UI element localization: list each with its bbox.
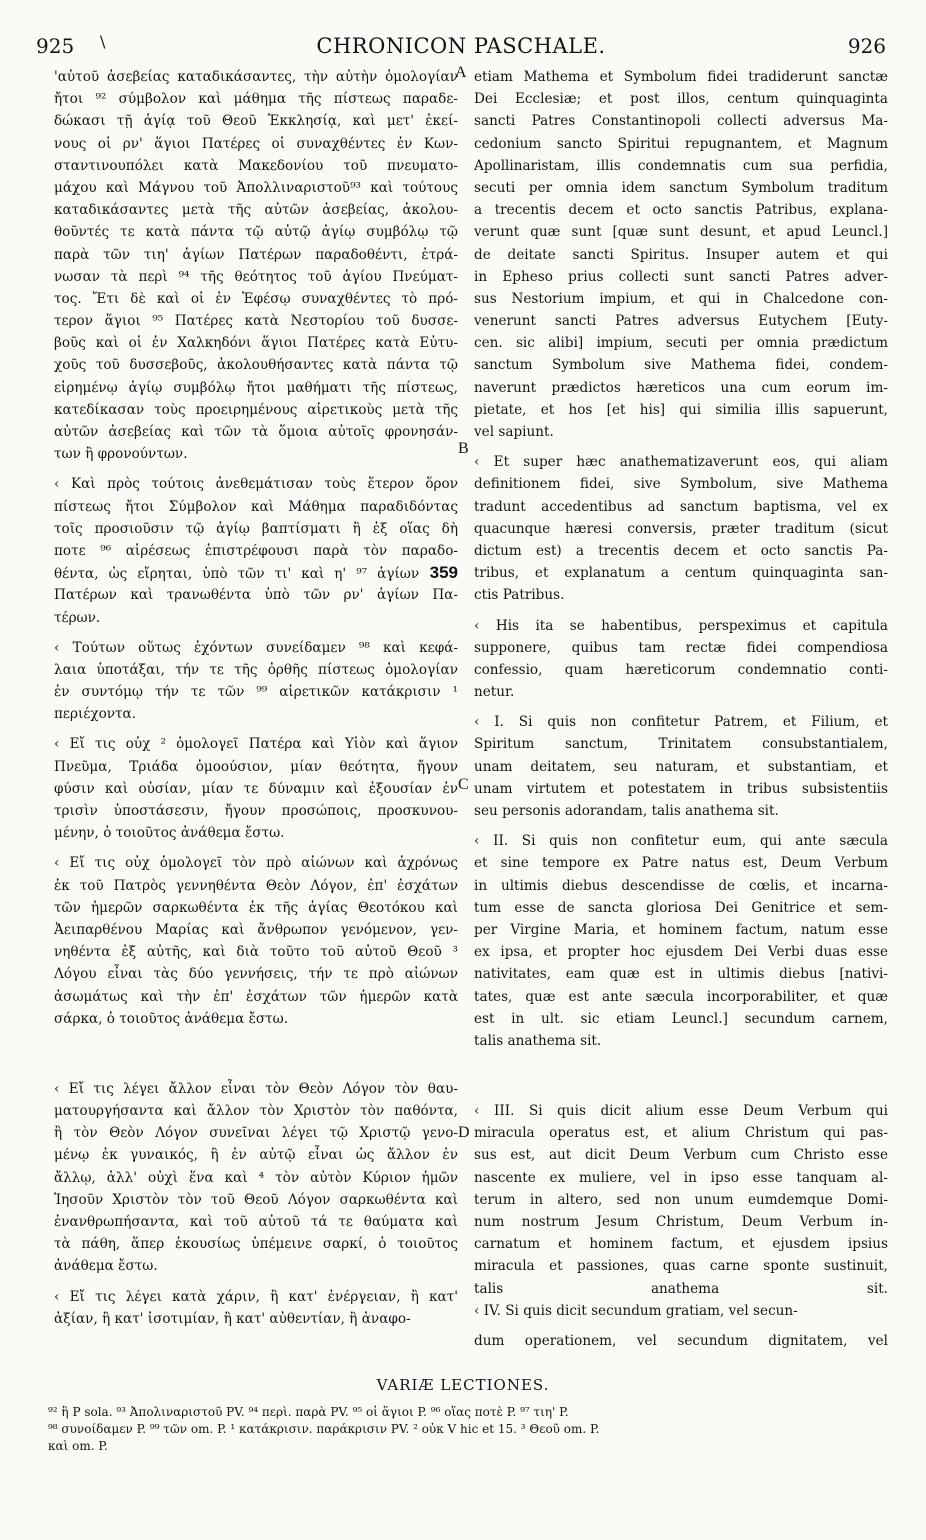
text-line: ‹ Εἴ τις λέγει ἄλλον εἶναι τὸν Θεὸν Λόγον τὸν θαυ- [54,1080,458,1097]
margin-letter-a: A [455,64,467,81]
text-line: ex ipsa, et propter hoc ejusdem Dei Verbi duas esse [474,944,888,961]
text-line: καταδικάσαντες μετὰ τῆς αὐτῶν ἀσεβείας, ἀκολου- [54,202,458,219]
text-line: naverunt prædictos hæreticos una cum eorum im- [474,379,888,396]
text-line: tradunt accedentibus ad sanctum baptisma, vel ex [474,498,888,515]
text-line: secuti per omnia idem sanctum Symbolum traditum [474,179,888,196]
text-line: miracula et passiones, quas carne sponte sustinuit, [474,1258,888,1275]
text-line: τρισὶν ὑποστάσεσιν, ἤγουν προσώποις, προσκυνου- [54,803,458,819]
text-line: θοῦντές τε κατὰ πάντα τῷ αὐτῷ ἁγίῳ συμβόλῳ τῷ [54,224,458,241]
text-line: in Epheso prius collecti sunt sancti Patres adver- [474,268,888,285]
text-line: pietate, et hos [et his] qui similia illis sapuerunt, [474,401,888,418]
text-line: verunt quæ sunt [quæ sunt desunt, et apud Leuncl.] [474,224,888,241]
text-line: per Virgine Maria, et hominem factum, natum esse [474,921,888,938]
text-line: ‹ IV. Si quis dicit secundum gratiam, vel secun- [474,1302,798,1319]
text-line: quacunque hæresi conversis, præter traditum (sicut [474,520,888,537]
text-line: τος. Ἔτι δὲ καὶ οἱ ἐν Ἐφέσῳ συναχθέντες τὸ πρό- [54,290,458,307]
text-line: αὐτῶν ἀσεβείας καὶ τῶν τὰ ὅμοια αὐτοῖς φρονησάν- [54,424,458,440]
text-line: νωσαν τὰ περὶ ⁹⁴ τῆς θεότητος τοῦ ἁγίου Πνεύματ- [54,268,458,285]
text-line: 'αὐτοῦ ἀσεβείας καταδικάσαντες, τὴν αὐτὴν ὁμολογίαν [54,69,458,85]
text-line: θέντα, ὡς εἴρηται, ὑπὸ τῶν τι' καὶ η' ⁹⁷ ἁγίων 359 [54,563,458,583]
text-line: Πατέρων καὶ τρανωθέντα ὑπὸ τῶν ρν' ἁγίων Πα- [54,587,458,604]
text-line: in ultimis diebus descendisse de cœlis, et incarna- [474,877,888,894]
text-line: ματουργήσαντα καὶ ἄλλον τὸν Χριστὸν τὸν παθόντα, [54,1103,458,1120]
running-header [36,34,886,64]
text-line: παρὰ τῶν τιη' ἁγίων Πατέρων παραδοθέντι, ἐτρά- [54,246,458,263]
text-line: Spiritum sanctum, Trinitatem consubstantialem, [474,736,888,753]
text-line: τῶν ἡμερῶν σαρκωθέντα ἐκ τῆς ἁγίας Θεοτόκου καὶ [54,899,458,916]
text-line: ‹ Καὶ πρὸς τούτοις ἀνεθεμάτισαν τοὺς ἕτερον ὅρον [54,476,458,493]
text-line: ἐκ τοῦ Πατρὸς γεννηθέντα Θεὸν Λόγον, ἐπ' ἐσχάτων [54,877,458,894]
text-line: ἤτοι ⁹² σύμβολον καὶ μάθημα τῆς πίστεως παραδε- [54,91,458,108]
header-mark: \ [100,32,106,51]
page-number-right: 926 [847,34,886,58]
text-line: πίστεως ἤτοι Σύμβολον καὶ Μάθημα παραδιδόντας [54,498,458,515]
text-line: ctis Patribus. [474,587,565,604]
text-line: unam deitatem, seu naturam, et substantiam, et [474,758,888,775]
text-line: venerunt sancti Patres adversus Eutychem [Euty- [474,313,888,330]
text-line: terum in altero, sed non unum eumdemque Domi- [474,1191,888,1208]
text-line: ‹ III. Si quis dicit alium esse Deum Verbum qui [474,1103,888,1120]
text-line: τέρων. [54,609,101,626]
latin-column [474,66,888,1352]
text-line: λαια ὑποτάξαι, τήν τε τῆς ὀρθῆς πίστεως ὁμολογίαν [54,661,458,678]
text-line: τερον ἅγιοι ⁹⁵ Πατέρες κατὰ Νεστορίου τοῦ δυσσε- [54,313,458,330]
text-line: σάρκα, ὁ τοιοῦτος ἀνάθεμα ἔστω. [54,1010,289,1027]
text-line: τοῖς προσιοῦσιν τῷ ἁγίῳ βαπτίσματι ἢ ἐξ οἵας δὴ [54,520,458,537]
inline-page-number: 359 [419,563,458,583]
text-line: tates, quæ est ante sæcula incorporabiliter, et quæ [474,988,888,1005]
text-line: νους οἱ ρν' ἅγιοι Πατέρες οἱ συναχθέντες ἐν Κων- [54,135,458,152]
text-line: talis anathema sit. [474,1032,602,1049]
text-line: num nostrum Jesum Christum, Deum Verbum in- [474,1214,888,1230]
text-line: βοῦς καὶ οἱ ἐν Χαλκηδόνι ἅγιοι Πατέρες κατὰ Εὐτυ- [54,335,458,352]
text-line: ἄλλῳ, ἀλλ' οὐχὶ ἕνα καὶ ⁴ τὸν αὐτὸν Κύριον ἡμῶν [54,1169,458,1186]
text-line: nativitates, eam quæ est in ultimis diebus [nativi- [474,966,888,983]
text-line: ἀσωμάτως καὶ τὴν ἐπ' ἐσχάτων τῶν ἡμερῶν κατὰ [54,988,458,1005]
text-line: a trecentis decem et octo sanctis Patribus, explana- [474,202,888,219]
text-line: sus Nestorium impium, et qui in Chalcedone con- [474,290,888,307]
text-line: nascente ex muliere, vel in ipso esse tanquam al- [474,1169,888,1186]
text-line: confessio, quam hæreticorum condemnatio conti- [474,661,888,678]
variae-lectiones-title: VARIÆ LECTIONES. [376,1376,550,1394]
text-line: Apollinaristam, illis condemnatis cum sua perfidia, [474,157,888,174]
text-line: tum esse de sancta gloriosa Dei Genitrice et sem- [474,899,888,916]
margin-letter-d: D [458,1124,470,1141]
footnote-line: ⁹⁸ συνοίδαμεν P. ⁹⁹ τῶν om. P. ¹ κατάκρισιν. παράκρισιν PV. ² οὐκ V hic et 15. ³ Θεοῦ om. P. [48,1422,600,1436]
text-line: ἐν συντόμῳ τήν τε τῶν ⁹⁹ αἱρετικῶν κατάκρισιν ¹ [54,684,458,701]
text-line: de deitate sancti Spiritus. Insuper autem et qui [474,246,888,263]
text-line: περιέχοντα. [54,706,137,723]
text-line: netur. [474,684,515,701]
text-line: Πνεῦμα, Τριάδα ὁμοούσιον, μίαν θεότητα, ἤγουν [54,758,458,775]
text-line: φύσιν καὶ οὐσίαν, μίαν τε δύναμιν καὶ ἐξουσίαν ἐν [54,780,458,797]
text-line: ‹ I. Si quis non confitetur Patrem, et Filium, et [474,714,888,731]
page-number-left: 925 [36,34,75,58]
text-line: ‹ Et super hæc anathematizaverunt eos, qui aliam [474,454,888,471]
text-line: εἰρημένῳ ἁγίῳ συμβόλῳ ἤτοι μαθήματι τῆς πίστεως, [54,379,458,396]
running-title: CHRONICON PASCHALE. [316,34,606,58]
text-line: κατεδίκασαν τοὺς προειρημένους αἱρετικοὺς μετὰ τῆς [54,401,458,418]
text-line: est in ult. sic etiam Leuncl.] secundum carnem, [474,1010,888,1027]
text-line: talis anathema sit. [474,1280,888,1297]
text-line: ἐνανθρωπήσαντα, καὶ τοῦ αὐτοῦ τά τε θαύματα καὶ [54,1214,458,1230]
footnote-line: ⁹² ἢ P sola. ⁹³ Ἀπολιναριστοῦ PV. ⁹⁴ περὶ. παρὰ PV. ⁹⁵ οἱ ἅγιοι P. ⁹⁶ οἵας ποτὲ P. ⁹⁷ τιη' P. [48,1405,569,1419]
text-line: definitionem fidei, sive Symbolum, sive Mathema [474,476,888,493]
text-line: ‹ Τούτων οὕτως ἐχόντων συνείδαμεν ⁹⁸ καὶ κεφά- [54,639,458,656]
text-line: νηθέντα ἐξ αὐτῆς, καὶ διὰ τοῦτο τοῦ αὐτοῦ Θεοῦ ³ [54,944,458,961]
text-line: Dei Ecclesiæ; et post illos, centum quinquaginta [474,91,888,108]
text-line: ποτε ⁹⁶ αἱρέσεως ἐπιστρέφουσι παρὰ τὸν παραδο- [54,542,458,559]
text-line: tribus, et explanatum a centum quinquaginta san- [474,565,888,582]
text-line: τὰ πάθη, ἅπερ ἑκουσίως ὑπέμεινε σαρκί, ὁ τοιοῦτος [54,1236,458,1253]
text-line: ‹ Εἴ τις οὐχ ² ὁμολογεῖ Πατέρα καὶ Υἱὸν καὶ ἅγιον [54,736,458,753]
text-line: σταντινουπόλει κατὰ Μακεδονίου τοῦ πνευματο- [54,157,458,174]
text-line: Λόγου εἶναι τὰς δύο γεννήσεις, τήν τε πρὸ αἰώνων [54,966,458,983]
text-line: sus est, aut dicit Deum Verbum cum Christo esse [474,1147,888,1164]
text-line: μένην, ὁ τοιοῦτος ἀνάθεμα ἔστω. [54,825,285,842]
text-line: δώκασι τῇ ἁγίᾳ τοῦ Θεοῦ Ἐκκλησίᾳ, καὶ μετ' ἐκεί- [54,113,458,130]
text-line: carnatum et hominem factum, et ejusdem ipsius [474,1236,888,1253]
text-line: et sine tempore ex Patre natus est, Deum Verbum [474,855,888,872]
footnote-line: καὶ om. P. [48,1439,108,1453]
text-line: unam virtutem et potestatem in tribus subsistentiis [474,780,888,797]
text-line: sanctum Symbolum sive Mathema fidei, condem- [474,357,888,374]
text-line: dum operationem, vel secundum dignitatem, vel [474,1332,888,1349]
text-line: ‹ II. Si quis non confitetur eum, qui ante sæcula [474,833,888,850]
text-line: Ἀειπαρθένου Μαρίας καὶ ἄνθρωπον γενόμενον, γεν- [54,921,458,938]
text-line: ‹ His ita se habentibus, perspeximus et capitula [474,617,888,634]
text-line: vel sapiunt. [474,424,554,440]
greek-column [54,66,458,1330]
text-line: μάχου καὶ Μάγνου τοῦ Ἀπολλιναριστοῦ⁹³ καὶ τούτους [54,179,458,196]
text-line: Ἰησοῦν Χριστὸν τὸν τοῦ Θεοῦ Λόγον σαρκωθέντα καὶ [54,1191,458,1208]
text-line: ‹ Εἴ τις λέγει κατὰ χάριν, ἢ κατ' ἐνέργειαν, ἢ κατ' [54,1288,458,1305]
margin-letter-c: C [458,776,469,793]
text-line: sancti Patres Constantinopoli collecti adversus Ma- [474,113,888,130]
text-line: cedonium sancto Spiritui repugnantem, et Magnum [474,135,888,152]
text-line: supponere, quibus tam rectæ fidei compendiosa [474,639,888,656]
text-line: seu personis adorandam, talis anathema sit. [474,803,779,819]
text-line: χοῦς τοῦ δυσσεβοῦς, ἀκολουθήσαντες κατὰ πάντα τῷ [54,357,458,374]
text-line: miracula operatus est, et alium Christum qui pas- [474,1125,888,1142]
text-line: etiam Mathema et Symbolum fidei tradiderunt sanctæ [474,69,888,85]
text-line: ἢ τὸν Θεὸν Λόγον συνεῖναι λέγει τῷ Χριστῷ γενο- [54,1125,458,1142]
text-line: ‹ Εἴ τις οὐχ ὁμολογεῖ τὸν πρὸ αἰώνων καὶ ἀχρόνως [54,855,458,872]
text-line: μένῳ ἐκ γυναικός, ἢ ἐν αὐτῷ εἶναι ὡς ἄλλον ἐν [54,1147,458,1164]
text-line: ἀνάθεμα ἔστω. [54,1258,158,1275]
margin-letter-b: B [458,440,469,457]
text-line: cen. sic alibi] impium, secuti per omnia prædictum [474,335,888,352]
text-line: ἀξίαν, ἢ κατ' ἰσοτιμίαν, ἢ κατ' αὐθεντίαν, ἢ ἀναφο- [54,1310,411,1327]
text-line: των ἢ φρονούντων. [54,446,188,463]
text-line: dictum est) a trecentis decem et octo sanctis Pa- [474,542,888,559]
